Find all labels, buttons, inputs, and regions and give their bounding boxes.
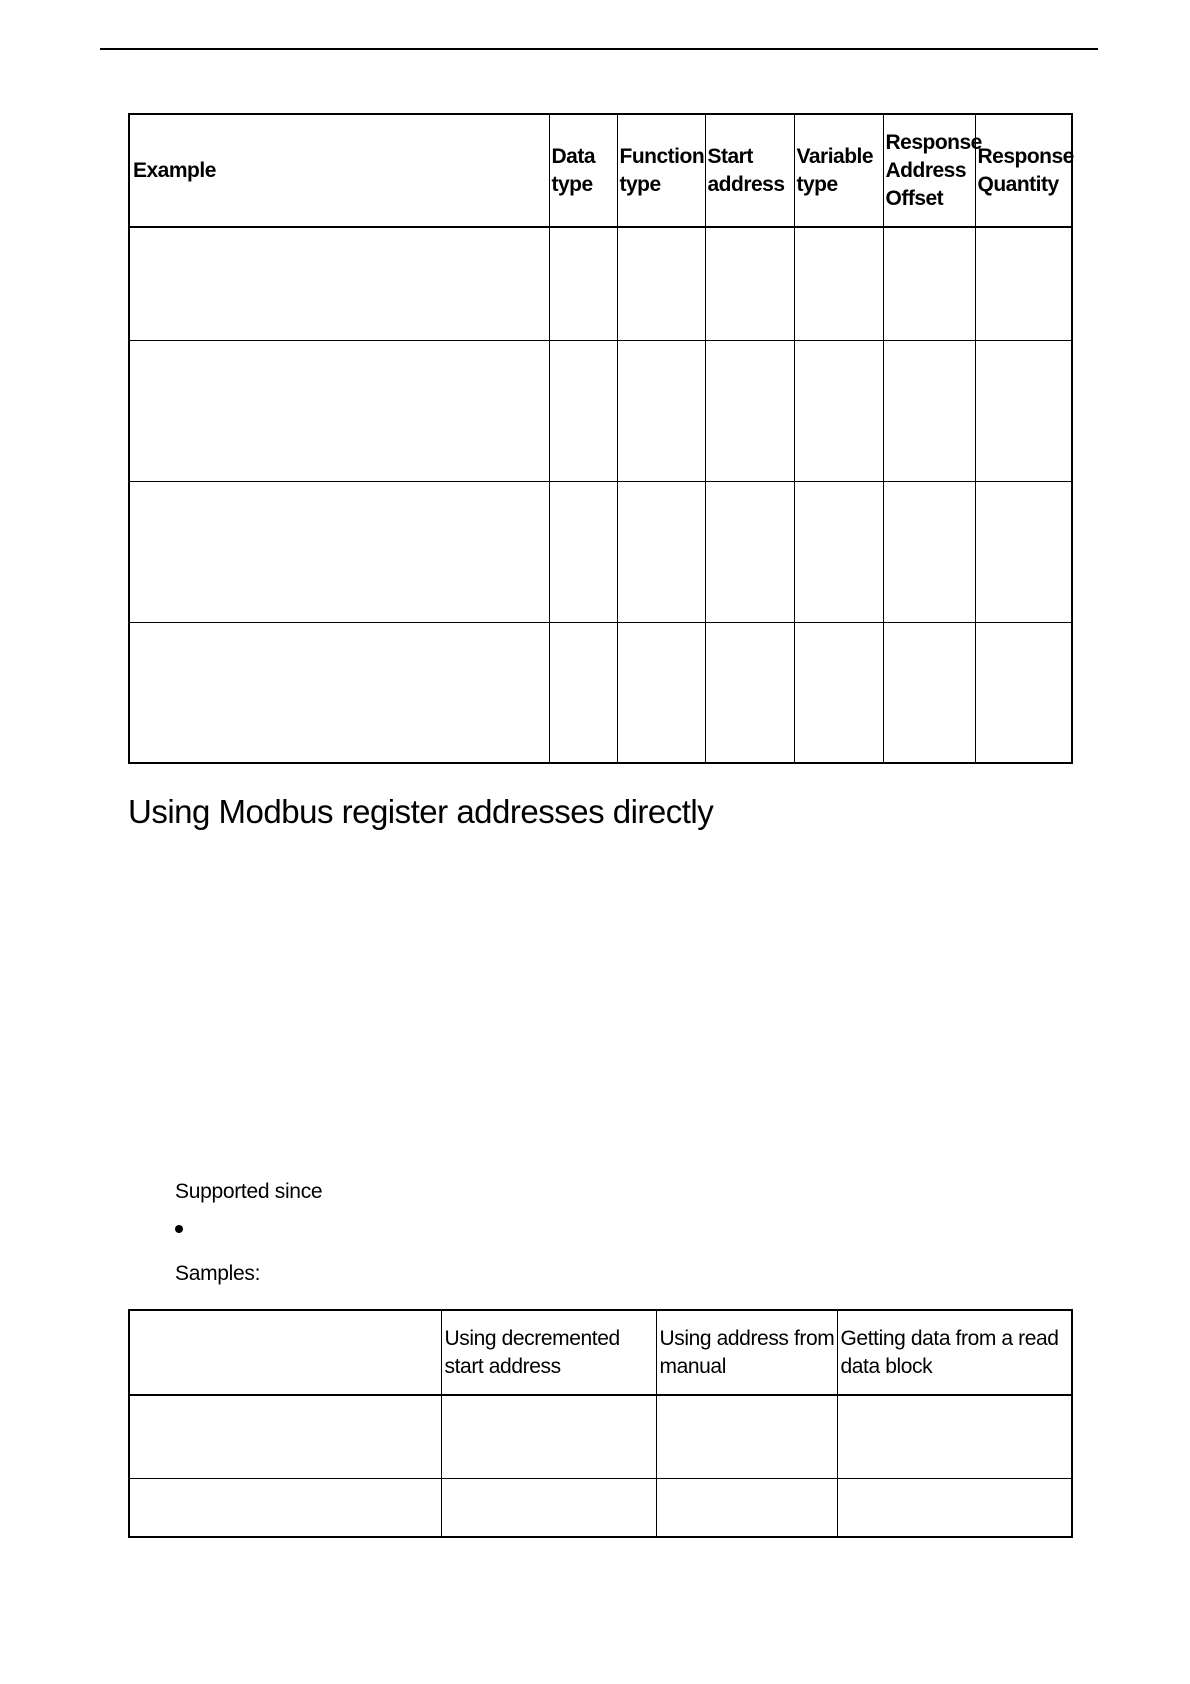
col-header-start-address: Start address bbox=[705, 114, 794, 227]
header-rule bbox=[100, 48, 1098, 50]
table-cell bbox=[883, 623, 975, 764]
table-cell bbox=[129, 1479, 441, 1538]
table-cell bbox=[883, 227, 975, 341]
table-cell bbox=[617, 623, 705, 764]
supported-since-label: Supported since bbox=[175, 1180, 323, 1203]
table-cell bbox=[705, 227, 794, 341]
table-header-row bbox=[129, 114, 1072, 227]
samples-table bbox=[128, 1309, 1073, 1538]
col-header-blank bbox=[129, 1310, 441, 1395]
table-header-row bbox=[129, 1310, 1072, 1395]
samples-label: Samples: bbox=[175, 1262, 261, 1285]
table-row bbox=[129, 1395, 1072, 1479]
table-cell bbox=[549, 341, 617, 482]
table-cell bbox=[549, 482, 617, 623]
table-cell bbox=[794, 341, 883, 482]
table-cell bbox=[975, 341, 1072, 482]
table-cell bbox=[441, 1395, 656, 1479]
col-header-function-type: Function type bbox=[617, 114, 705, 227]
col-header-read-data-block: Getting data from a read data block bbox=[837, 1310, 1072, 1395]
table-cell bbox=[705, 482, 794, 623]
col-header-response-address-offset: Response Address Offset bbox=[883, 114, 975, 227]
table-cell bbox=[794, 482, 883, 623]
table-cell bbox=[656, 1395, 837, 1479]
table-cell bbox=[617, 341, 705, 482]
table-cell bbox=[837, 1479, 1072, 1538]
table-row bbox=[129, 623, 1072, 764]
table-cell bbox=[705, 623, 794, 764]
col-header-decremented-start-address: Using decremented start address bbox=[441, 1310, 656, 1395]
table-cell bbox=[975, 623, 1072, 764]
table-cell bbox=[617, 482, 705, 623]
table-cell bbox=[549, 623, 617, 764]
table-row bbox=[129, 341, 1072, 482]
table-cell bbox=[441, 1479, 656, 1538]
table-cell bbox=[129, 227, 549, 341]
bullet-icon bbox=[175, 1225, 183, 1233]
table-row bbox=[129, 482, 1072, 623]
col-header-address-from-manual: Using address from manual bbox=[656, 1310, 837, 1395]
table-cell bbox=[883, 341, 975, 482]
table-cell bbox=[794, 623, 883, 764]
col-header-response-quantity: Response Quantity bbox=[975, 114, 1072, 227]
table-cell bbox=[129, 482, 549, 623]
table-cell bbox=[837, 1395, 1072, 1479]
section-heading: Using Modbus register addresses directly bbox=[128, 793, 714, 830]
table-cell bbox=[656, 1479, 837, 1538]
table-cell bbox=[129, 341, 549, 482]
col-header-data-type: Data type bbox=[549, 114, 617, 227]
table-cell bbox=[129, 623, 549, 764]
col-header-example: Example bbox=[129, 114, 549, 227]
table-row bbox=[129, 1479, 1072, 1538]
table-cell bbox=[549, 227, 617, 341]
col-header-variable-type: Variable type bbox=[794, 114, 883, 227]
table-cell bbox=[975, 227, 1072, 341]
table-cell bbox=[705, 341, 794, 482]
table-cell bbox=[883, 482, 975, 623]
table-row bbox=[129, 227, 1072, 341]
table-cell bbox=[129, 1395, 441, 1479]
table-cell bbox=[794, 227, 883, 341]
modbus-example-table bbox=[128, 113, 1073, 764]
table-cell bbox=[975, 482, 1072, 623]
table-cell bbox=[617, 227, 705, 341]
